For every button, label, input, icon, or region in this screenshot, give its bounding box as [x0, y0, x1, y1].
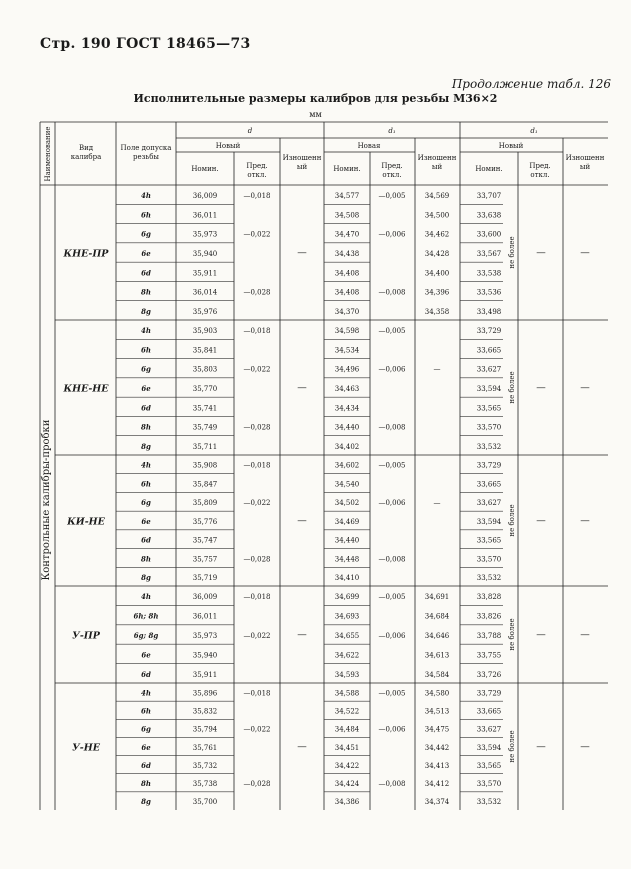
cell-value: 34,428 [424, 249, 450, 258]
cell-value: 35,741 [192, 404, 218, 413]
cell-value: 34,440 [334, 536, 360, 545]
dash-mark: — [297, 515, 307, 527]
cell-value: 34,475 [424, 725, 450, 734]
tolerance-field: 8g [141, 573, 151, 583]
not-more-label: не более [508, 618, 516, 651]
cell-value: 34,691 [424, 593, 450, 602]
cell-value: 34,396 [424, 288, 450, 297]
tolerance-field: 6d [141, 669, 151, 679]
cell-value: —0,006 [378, 365, 406, 374]
cell-value: 33,570 [476, 555, 502, 564]
header-name: Наименование [44, 126, 52, 182]
dash-mark: — [580, 515, 590, 527]
header-worn-d1: Изношенн ый [417, 154, 457, 171]
header-d1: d₁ [388, 127, 396, 135]
cell-value: 34,440 [334, 423, 360, 432]
cell-value: 34,502 [334, 499, 360, 508]
cell-value: 33,828 [476, 593, 502, 602]
header-d: d [247, 127, 253, 135]
cell-value: 33,594 [476, 743, 502, 752]
cell-value: 34,699 [334, 593, 360, 602]
tolerance-field: 8g [141, 306, 151, 316]
header-nom-d2: Номин. [475, 165, 503, 173]
cell-value: 33,536 [476, 288, 502, 297]
tolerance-field: 6g [141, 498, 151, 508]
cell-value: 34,408 [334, 288, 360, 297]
header-field: Поле допуска резьбы [120, 144, 172, 161]
tolerance-field: 6g [141, 364, 151, 374]
gauge-kind: У-ПР [72, 630, 100, 642]
cell-value: 34,540 [334, 480, 360, 489]
tolerance-field: 4h [141, 460, 151, 470]
tolerance-field: 6e [141, 383, 151, 393]
cell-value: 34,370 [334, 307, 360, 316]
cell-value: 33,729 [476, 461, 502, 470]
cell-value: —0,028 [243, 288, 271, 297]
header-new-d2: Новый [498, 142, 524, 150]
cell-value: 35,911 [192, 269, 218, 278]
cell-value: —0,022 [243, 631, 271, 640]
gauge-kind: КНЕ-НЕ [63, 383, 109, 395]
cell-value: 33,532 [476, 442, 502, 451]
not-more-label: не более [508, 730, 516, 763]
cell-value: 33,565 [476, 761, 502, 770]
cell-value: 34,534 [334, 346, 360, 355]
cell-value: 35,803 [192, 365, 218, 374]
cell-value: 35,747 [192, 536, 218, 545]
tolerance-field: 6d [141, 535, 151, 545]
header-nom-d: Номин. [191, 165, 219, 173]
cell-value: 35,770 [192, 384, 218, 393]
cell-value: 34,408 [334, 269, 360, 278]
cell-value: —0,022 [243, 499, 271, 508]
header-new-d: Новый [215, 142, 241, 150]
cell-value: —0,006 [378, 725, 406, 734]
cell-value: 33,726 [476, 670, 502, 679]
cell-value: 33,729 [476, 327, 502, 336]
cell-value: 34,584 [424, 670, 450, 679]
cell-value: 35,794 [192, 725, 218, 734]
cell-value: 33,570 [476, 423, 502, 432]
cell-value: 35,776 [192, 517, 218, 526]
tolerance-field: 4h [141, 326, 151, 336]
cell-value: 33,600 [476, 230, 502, 239]
cell-value: 34,462 [424, 230, 450, 239]
cell-value: — [433, 365, 441, 374]
cell-value: 35,973 [192, 631, 218, 640]
cell-value: —0,005 [378, 192, 406, 201]
cell-value: 33,565 [476, 404, 502, 413]
cell-value: —0,008 [378, 780, 406, 789]
dash-mark: — [297, 382, 307, 394]
cell-value: 33,498 [476, 307, 502, 316]
tolerance-field: 6h [141, 345, 151, 355]
cell-value: 34,580 [424, 689, 450, 698]
gauge-kind: КНЕ-ПР [63, 248, 109, 260]
cell-value: 35,732 [192, 761, 218, 770]
cell-value: 33,788 [476, 631, 502, 640]
cell-value: 35,911 [192, 670, 218, 679]
cell-value: 34,622 [334, 651, 360, 660]
tolerance-field: 8h [141, 554, 151, 564]
cell-value: —0,028 [243, 555, 271, 564]
tolerance-field: 8g [141, 441, 151, 451]
cell-value: 33,567 [476, 249, 502, 258]
header-new-d1: Новая [357, 142, 381, 150]
not-more-label: не более [508, 236, 516, 269]
tolerance-field: 8h [141, 422, 151, 432]
cell-value: 34,484 [334, 725, 360, 734]
cell-value: —0,005 [378, 327, 406, 336]
cell-value: 34,593 [334, 670, 360, 679]
dash-mark: — [297, 247, 307, 259]
gauge-kind: У-НЕ [72, 742, 100, 754]
cell-value: —0,008 [378, 288, 406, 297]
header-kind: Вид калибра [70, 144, 102, 161]
cell-value: 33,594 [476, 384, 502, 393]
cell-value: — [433, 499, 441, 508]
tolerance-field: 4h [141, 592, 151, 602]
dash-mark: — [580, 629, 590, 641]
cell-value: 35,847 [192, 480, 218, 489]
cell-value: 35,903 [192, 327, 218, 336]
tolerance-field: 8g [141, 797, 151, 807]
cell-value: 34,684 [424, 612, 450, 621]
cell-value: 34,496 [334, 365, 360, 374]
cell-value: 33,707 [476, 192, 502, 201]
cell-value: —0,022 [243, 725, 271, 734]
cell-value: 34,424 [334, 780, 360, 789]
cell-value: 33,665 [476, 707, 502, 716]
cell-value: 33,729 [476, 689, 502, 698]
tolerance-field: 6e [141, 248, 151, 258]
continuation-label: Продолжение табл. 126 [451, 77, 611, 91]
cell-value: —0,006 [378, 631, 406, 640]
cell-value: —0,018 [243, 593, 271, 602]
cell-value: 34,400 [424, 269, 450, 278]
header-dev-d: Пред. откл. [246, 162, 268, 179]
cell-value: 34,402 [334, 442, 360, 451]
cell-value: —0,005 [378, 593, 406, 602]
page-header: Стр. 190 ГОСТ 18465—73 [40, 36, 251, 52]
cell-value: 34,655 [334, 631, 360, 640]
cell-value: 34,569 [424, 192, 450, 201]
cell-value: —0,018 [243, 689, 271, 698]
tolerance-field: 4h [141, 688, 151, 698]
cell-value: 33,532 [476, 798, 502, 807]
tolerance-field: 6h; 8h [133, 611, 159, 621]
cell-value: —0,022 [243, 230, 271, 239]
cell-value: 34,410 [334, 574, 360, 583]
cell-value: 35,832 [192, 707, 218, 716]
cell-value: 34,469 [334, 517, 360, 526]
header-d2: d₁ [530, 127, 538, 135]
cell-value: 35,841 [192, 346, 218, 355]
cell-value: 34,693 [334, 612, 360, 621]
unit-label: мм [309, 110, 322, 119]
dash-mark: — [297, 741, 307, 753]
dash-mark: — [536, 247, 546, 259]
cell-value: —0,018 [243, 461, 271, 470]
cell-value: —0,028 [243, 780, 271, 789]
tolerance-field: 6e [141, 516, 151, 526]
cell-value: 34,602 [334, 461, 360, 470]
cell-value: 34,577 [334, 192, 360, 201]
cell-value: —0,008 [378, 555, 406, 564]
cell-value: —0,005 [378, 461, 406, 470]
dash-mark: — [580, 382, 590, 394]
cell-value: 34,613 [424, 651, 450, 660]
cell-value: 35,757 [192, 555, 218, 564]
dash-mark: — [536, 629, 546, 641]
cell-value: 33,594 [476, 517, 502, 526]
cell-value: 34,438 [334, 249, 360, 258]
side-label: Контрольные калибры-пробки [41, 419, 52, 581]
cell-value: 34,508 [334, 211, 360, 220]
cell-value: 36,011 [192, 612, 218, 621]
cell-value: 35,809 [192, 499, 218, 508]
cell-value: 35,761 [192, 743, 218, 752]
cell-value: 34,451 [334, 743, 360, 752]
cell-value: 34,448 [334, 555, 360, 564]
not-more-label: не более [508, 504, 516, 537]
tolerance-field: 6d [141, 403, 151, 413]
cell-value: 34,513 [424, 707, 450, 716]
cell-value: 34,413 [424, 761, 450, 770]
header-worn-d: Изношенн ый [282, 154, 322, 171]
cell-value: 35,738 [192, 780, 218, 789]
cell-value: 36,014 [192, 288, 218, 297]
table-grid [40, 122, 608, 810]
tolerance-field: 6h [141, 479, 151, 489]
cell-value: 34,646 [424, 631, 450, 640]
tolerance-field: 6e [141, 650, 151, 660]
cell-value: —0,018 [243, 192, 271, 201]
tolerance-field: 6h [141, 706, 151, 716]
cell-value: 33,532 [476, 574, 502, 583]
cell-value: 34,588 [334, 689, 360, 698]
dash-mark: — [536, 382, 546, 394]
cell-value: —0,028 [243, 423, 271, 432]
cell-value: 33,638 [476, 211, 502, 220]
cell-value: 33,627 [476, 499, 502, 508]
cell-value: 34,358 [424, 307, 450, 316]
cell-value: 33,755 [476, 651, 502, 660]
tolerance-field: 8h [141, 287, 151, 297]
tolerance-field: 6g [141, 229, 151, 239]
cell-value: 34,500 [424, 211, 450, 220]
cell-value: 33,570 [476, 780, 502, 789]
cell-value: 34,386 [334, 798, 360, 807]
cell-value: 34,434 [334, 404, 360, 413]
cell-value: 36,009 [192, 593, 218, 602]
cell-value: 35,700 [192, 798, 218, 807]
cell-value: 35,976 [192, 307, 218, 316]
cell-value: 36,009 [192, 192, 218, 201]
tolerance-field: 6e [141, 742, 151, 752]
cell-value: 34,522 [334, 707, 360, 716]
cell-value: 35,940 [192, 651, 218, 660]
cell-value: 34,422 [334, 761, 360, 770]
cell-value: 34,463 [334, 384, 360, 393]
gauge-kind: КИ-НЕ [67, 516, 105, 528]
dash-mark: — [536, 741, 546, 753]
cell-value: 33,565 [476, 536, 502, 545]
header-worn-d2: Изношенн ый [565, 154, 605, 171]
cell-value: 33,627 [476, 365, 502, 374]
cell-value: 34,470 [334, 230, 360, 239]
cell-value: 34,598 [334, 327, 360, 336]
cell-value: 33,665 [476, 346, 502, 355]
cell-value: 34,374 [424, 798, 450, 807]
table-title: Исполнительные размеры калибров для резьбы М36×2 [133, 92, 498, 105]
tolerance-field: 6g [141, 724, 151, 734]
tolerance-field: 6d [141, 268, 151, 278]
cell-value: —0,022 [243, 365, 271, 374]
tolerance-field: 6g; 8g [133, 630, 159, 640]
dash-mark: — [580, 247, 590, 259]
tolerance-field: 6h [141, 210, 151, 220]
header-nom-d1: Номин. [333, 165, 361, 173]
dash-mark: — [580, 741, 590, 753]
cell-value: 35,896 [192, 689, 218, 698]
cell-value: —0,018 [243, 327, 271, 336]
tolerance-field: 6d [141, 760, 151, 770]
cell-value: 35,749 [192, 423, 218, 432]
header-dev-d2: Пред. откл. [529, 162, 551, 179]
tolerance-field: 4h [141, 191, 151, 201]
cell-value: —0,008 [378, 423, 406, 432]
cell-value: —0,006 [378, 230, 406, 239]
cell-value: 35,973 [192, 230, 218, 239]
cell-value: 33,826 [476, 612, 502, 621]
cell-value: 34,442 [424, 743, 450, 752]
cell-value: 33,665 [476, 480, 502, 489]
tolerance-field: 8h [141, 779, 151, 789]
cell-value: 33,627 [476, 725, 502, 734]
cell-value: 35,711 [192, 442, 218, 451]
cell-value: —0,005 [378, 689, 406, 698]
not-more-label: не более [508, 371, 516, 404]
cell-value: —0,006 [378, 499, 406, 508]
cell-value: 33,538 [476, 269, 502, 278]
cell-value: 34,412 [424, 780, 450, 789]
dash-mark: — [297, 629, 307, 641]
header-dev-d1: Пред. откл. [381, 162, 403, 179]
cell-value: 35,719 [192, 574, 218, 583]
dash-mark: — [536, 515, 546, 527]
cell-value: 36,011 [192, 211, 218, 220]
cell-value: 35,908 [192, 461, 218, 470]
cell-value: 35,940 [192, 249, 218, 258]
